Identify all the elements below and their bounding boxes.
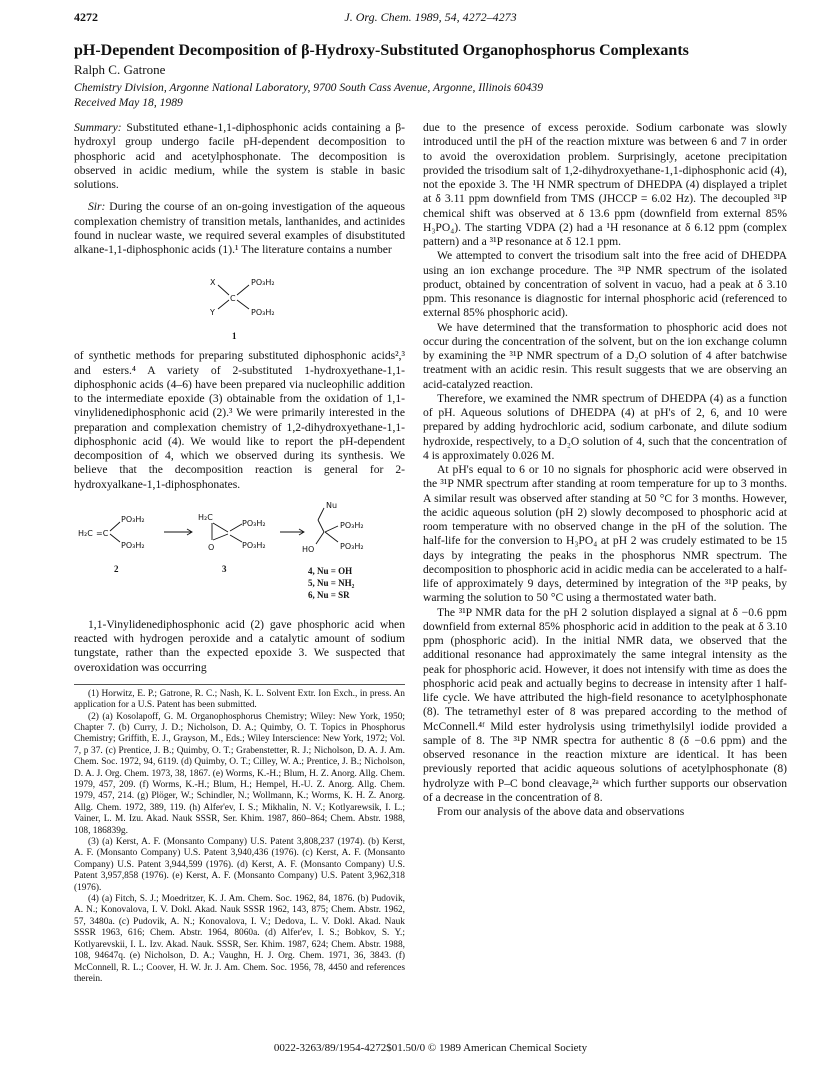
bond-nu	[318, 508, 324, 520]
structure-1-figure	[74, 257, 405, 349]
footnote-2: (2) (a) Kosolapoff, G. M. Organophosphorus Chemistry; Wiley: New York, 1950; Chapter 7. (b) Curry, J. D.; Nicholson, D. A.; Quimby, O. T. Topics in Phosphorus Chemistry; Griffith, E. J., Grayson, M., Eds.; Wiley Interscience: New York, 1972; Vol. 7, p 37. (c) Prentice, J. B.; Quimby, O. T.; Grabenstetter, R. J.; Nicholson, D. A. J. Am. Chem. Soc. 1972, 94, 6119. (d) Quimby, O. T.; Cilley, W. A.; Prentice, J. B.; Nicholson, D. A. J. Org. Chem. 1973, 38, 1867. (e) Worms, K.-H.; Blum, H. Z. Anorg. Allg. Chem. 1979, 457, 209. (f) Worms, K.-H.; Blum, H.; Hempel, H.-U. Z. Anorg. Allg. Chem. 1979, 457, 214. (g) Plöger, W.; Schindler, N.; Wollmann, K.; Worms, K. H. Z. Anorg. Allg. Chem. 1972, 389, 119. (h) Alfer'ev, I. S.; Mikhalin, N. V.; Kotlyarewsik, I. L.; Vainer, L. M. Izu. Akad. Nauk SSSR, Ser. Khim. 1987, 860–864; Chem. Abstr. 1988, 108, 186839g.	[74, 711, 405, 836]
left-column	[74, 121, 405, 985]
scheme-3-o: O	[208, 542, 215, 552]
struct1-x: X	[210, 278, 216, 288]
reaction-scheme	[74, 494, 405, 614]
reaction-scheme-diagram	[74, 494, 405, 614]
bond-ch2	[318, 520, 324, 532]
running-header	[74, 10, 787, 28]
scheme-3-po3h2-top: PO₃H₂	[242, 518, 266, 528]
right-paragraph-6: The ³¹P NMR data for the pH 2 solution displayed a signal at δ −0.6 ppm downfield from external 85% phosphoric acid in addition to the peak at δ 3.10 ppm (phosphoric acid). In the initial NMR data, we observed that the additional resonance had approximately the same integral intensity as the peak for phosphoric acid. However, it does not intensify with time as does the phosphoric acid peak and actually begins to decrease in intensity after 1 half-life cycle. We have attributed the high-field resonance to acetylphosphonate (8). The tetramethyl ester of 8 was prepared according to the method of McConnell.⁴ᶠ Mild ester hydrolysis using trimethylsilyl iodide provided a sample of 8. The ³¹P NMR spectra for authentic 8 (δ −0.6 ppm) and the observed resonance in the reaction mixture are identical. It has been previously reported that acidic aqueous solutions of acetylphosphonate (8) hydrolyze with P–C bond cleavage,²ᵃ which further supports our observation of a decrease in the concentration of 8.	[423, 605, 787, 804]
epoxide-bond-top	[213, 523, 228, 532]
summary-paragraph	[74, 121, 405, 192]
left-paragraph-2: of synthetic methods for preparing substituted diphosphonic acids²,³ and esters.⁴ A variety of 2-substituted 1-hydroxyethane-1,1-diphosphonic acids (4–6) have been prepared via nucleophilic addition to the intermediate epoxide (3) obtainable from the oxidation of 1,1-vinylidenediphosphonic acid (2).³ We were primarily interested in the preparation and complexation chemistry of 1,2-dihydroxyethane-1,1-diphosphonic acid (4). We would like to report the pH-dependent decomposition of 4, which we observed during its synthesis. We believe that the decomposition reaction is general for 2-hydroxyalkane-1,1-diphosphonates.	[74, 349, 405, 491]
right-paragraph-2: We attempted to convert the trisodium salt into the free acid of DHEDPA using an ion exchange procedure. The ³¹P NMR spectrum of the isolated product, obtained by concentration of solvent in vacuo, had a peak at δ 3.10 ppm. This resonance is diagnostic for internal phosphoric acid (referenced to external 85% phosphoric acid).	[423, 249, 787, 320]
footnote-1: (1) Horwitz, E. P.; Gatrone, R. C.; Nash, K. L. Solvent Extr. Ion Exch., in press. An application for a U.S. Patent has been submitted.	[74, 688, 405, 711]
summary-text: Substituted ethane-1,1-diphosphonic acids containing a β-hydroxyl group undergo facile pH-dependent decomposition to phosphoric acid and acetylphosphonate. The decomposition is observed in acidic medium, while the system is stable in basic solutions.	[74, 121, 405, 191]
scheme-2-po3h2-bottom: PO₃H₂	[121, 540, 145, 550]
page-number: 4272	[74, 10, 98, 24]
sir-text: During the course of an on-going investigation of the aqueous complexation chemistry of transition metals, lanthanides, and actinides found in nuclear waste, we required several examples of disubstituted alkane-1,1-diphosphonic acids (1).¹ The literature contains a number	[74, 200, 405, 256]
sir-paragraph	[74, 200, 405, 257]
footnote-divider	[74, 684, 405, 685]
struct1-label: 1	[232, 331, 237, 342]
scheme-2-h2c: H₂C	[78, 528, 93, 538]
scheme-list-4: 4, Nu = OH	[308, 565, 353, 576]
right-paragraph-5: At pH's equal to 6 or 10 no signals for phosphoric acid were observed in the ³¹P NMR spectrum after standing at room temperature for up to 3 months. A similar result was observed after standing at 50 °C for 3 months. However, the acidic aqueous solution (pH 2) slowly decomposed to phosphoric acid at room temperature with no observed change in the pH of the solution. The half-life for the conversion to H₃PO₄ at pH 2 was crudely estimated to be 15 days by integrating the peaks in the phosphorus NMR spectrum. The decomposition to phosphoric acid in acidic media can be accelerated to a half-life of approximately 9 days, determined by integration of the ³¹P peaks, by warming the solution to 50 °C using a thermostated water bath.	[423, 463, 787, 605]
article-title: pH-Dependent Decomposition of β-Hydroxy-Substituted Organophosphorus Complexants	[74, 42, 689, 59]
scheme-list-6: 6, Nu = SR	[308, 589, 350, 600]
struct1-po3h2-top: PO₃H₂	[251, 278, 275, 288]
right-paragraph-1: due to the presence of excess peroxide. Sodium carbonate was slowly introduced until the pH of the reaction mixture was between 6 and 7 in order to avoid the overoxidation problem. Surprisingly, acetone precipitation provided the trisodium salt of 1,2-dihydroxyethane-1,1-diphosphonic acid (4), not the epoxide 3. The ¹H NMR spectrum of DHEDPA (4) displayed a triplet at δ 3.11 ppm downfield from TMS (JHCCP = 6.02 Hz). The decoupled ³¹P chemical shift was observed at δ 13.6 ppm (downfield from external 85% H₃PO₄). The starting VDPA (2) had a ¹H resonance at δ 6.12 ppm (complex pattern) and a ³¹P resonance at δ 12.1 ppm.	[423, 121, 787, 248]
footnote-3: (3) (a) Kerst, A. F. (Monsanto Company) U.S. Patent 3,808,237 (1974). (b) Kerst, A. F. (Monsanto Company) U.S. Patent 3,940,436 (1976). (c) Kerst, A. F. (Monsanto Company) U.S. Patent 3,944,599 (1976). (d) Kerst, A. F. (Monsanto Company) U.S. Patent 3,957,858 (1976). (e) Kerst, A. F. (Monsanto Company) U.S. Patent 3,962,318 (1976).	[74, 837, 405, 893]
scheme-label-2: 2	[114, 563, 119, 574]
bond-p-up	[325, 526, 338, 532]
left-paragraph-3: 1,1-Vinylidenediphosphonic acid (2) gave phosphoric acid when reacted with hydrogen peroxide and a catalytic amount of sodium tungstate, rather than the expected epoxide 3. We suspected that overoxidation was occurring	[74, 617, 405, 674]
bond-2-down	[110, 534, 120, 542]
bond-ho	[316, 532, 324, 544]
scheme-2-po3h2-top: PO₃H₂	[121, 514, 145, 524]
scheme-label-3: 3	[222, 563, 227, 574]
struct1-po3h2-bottom: PO₃H₂	[251, 308, 275, 318]
sir-label: Sir:	[88, 200, 106, 214]
bond-y-c	[218, 300, 229, 309]
author-name: Ralph C. Gatrone	[74, 62, 166, 77]
summary-label: Summary:	[74, 121, 122, 134]
epoxide-bond-bottom	[213, 534, 228, 540]
right-paragraph-3: We have determined that the transformation to phosphoric acid does not occur during the concentration of the solvent, but on the ion exchange column by examining the ³¹P NMR spectrum of a D₂O solution of 4 after batchwise treatment with an acidic resin. This result suggests that we are observing an acid-catalyzed reaction.	[423, 320, 787, 391]
right-paragraph-4: Therefore, we examined the NMR spectrum of DHEDPA (4) as a function of pH. Aqueous solutions of DHEDPA (4) at pH's of 2, 6, and 10 were prepared by adding hydrochloric acid, sodium carbonate, and dilute sodium hydroxide, respectively, to a D₂O solution of 4, such that the concentration of 4 is approximately 0.026 M.	[423, 391, 787, 462]
bond-3-up	[230, 524, 242, 531]
right-column	[423, 121, 787, 819]
scheme-list-5: 5, Nu = NH₂	[308, 577, 355, 588]
bond-c-p2	[237, 300, 249, 309]
struct1-y: Y	[210, 308, 215, 318]
scheme-nu: Nu	[326, 500, 338, 510]
scheme-2-eq: =C	[96, 528, 109, 538]
scheme-prod-po3h2-bottom: PO₃H₂	[340, 541, 364, 551]
bond-c-p1	[237, 285, 249, 295]
footnote-4: (4) (a) Fitch, S. J.; Moedritzer, K. J. Am. Chem. Soc. 1962, 84, 1876. (b) Pudovik, A. N.; Konovalova, I. V. Dokl. Akad. Nauk SSSR 1962, 143, 875; Chem. Abstr. 1962, 57, 3480a. (c) Pudovik, A. N.; Konovalova, I. V.; Dedova, L. V. Dokl. Akad. Nauk SSSR 1963, 616; Chem. Abstr. 1964, 8060a. (d) Alfer'ev, I. S.; Bobkov, S. Y.; Kotlyarevskii, I. L. Izv. Akad. Nauk. SSSR, Ser. Khim. 1987, 624; Chem. Abstr. 1988, 108, 94647q. (e) Nicholson, D. A.; Vaughn, H. J. Org. Chem. 1971, 36, 3843. (f) McConnell, R. L.; Coover, H. W. Jr. J. Am. Chem. Soc. 1956, 78, 4450 and references therein.	[74, 894, 405, 984]
copyright-footer: 0022-3263/89/1954-4272$01.50/0 © 1989 American Chemical Society	[273, 1042, 588, 1054]
right-paragraph-7: From our analysis of the above data and observations	[437, 805, 685, 818]
journal-citation: J. Org. Chem. 1989, 54, 4272–4273	[344, 10, 517, 24]
bond-2-up	[110, 522, 120, 531]
bond-x-c	[218, 285, 229, 295]
scheme-prod-po3h2-top: PO₃H₂	[340, 520, 364, 530]
bond-p-down	[325, 532, 338, 542]
scheme-3-h2c: H₂C	[198, 512, 213, 522]
scheme-3-po3h2-bottom: PO₃H₂	[242, 540, 266, 550]
struct1-c: C	[230, 294, 236, 304]
structure-1-diagram	[74, 257, 405, 349]
scheme-ho: HO	[302, 544, 315, 554]
bond-3-down	[230, 535, 242, 542]
received-date: Received May 18, 1989	[74, 96, 183, 109]
author-affiliation: Chemistry Division, Argonne National Laboratory, 9700 South Cass Avenue, Argonne, Illinois 60439	[74, 81, 544, 94]
